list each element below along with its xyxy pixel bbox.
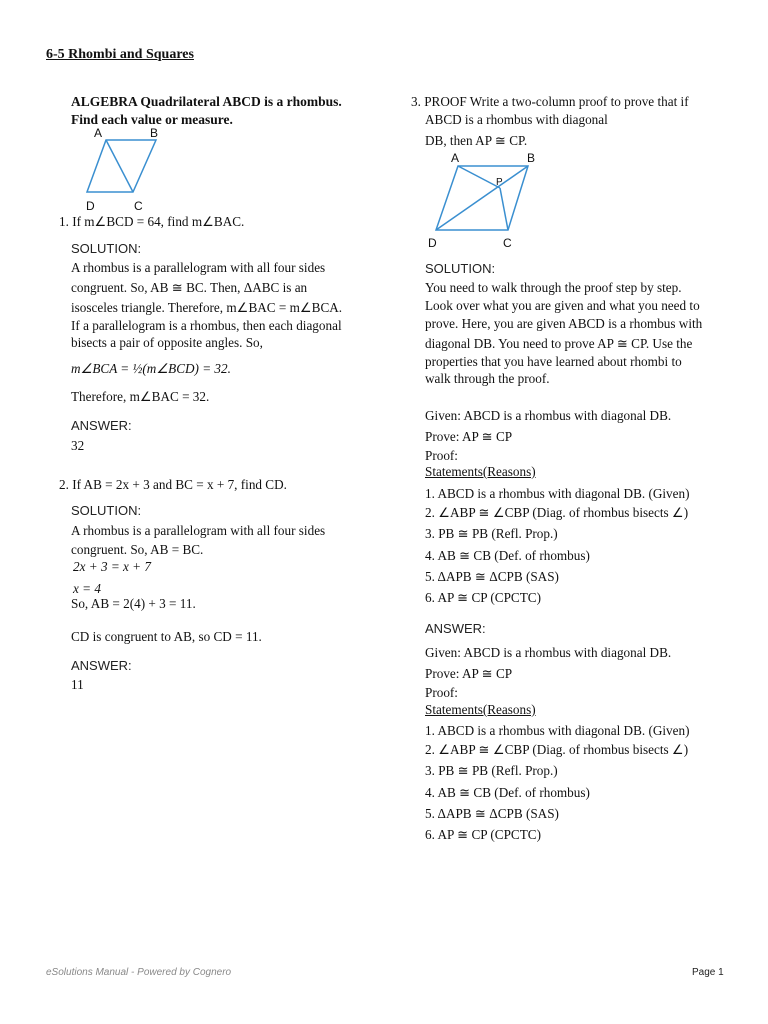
- answer-step-5: 5. ΔAPB ≅ ΔCPB (SAS): [425, 806, 559, 821]
- proof-step-5: 5. ΔAPB ≅ ΔCPB (SAS): [425, 569, 559, 584]
- p1-line-4: If a parallelogram is a rhombus, then each diagonal: [71, 318, 342, 333]
- answer-given: Given: ABCD is a rhombus with diagonal DB.: [425, 645, 672, 660]
- p3-sol-line-2: Look over what you are given and what you need to: [425, 298, 700, 313]
- answer-prove: Prove: AP ≅ CP: [425, 666, 513, 681]
- solution-label-2: SOLUTION:: [71, 503, 142, 518]
- p2-eq-2: x = 4: [73, 581, 101, 596]
- question-3-line-3: DB, then AP ≅ CP.: [425, 133, 528, 148]
- answer-step-6: 6. AP ≅ CP (CPCTC): [425, 827, 541, 842]
- p3-sol-line-6: walk through the proof.: [425, 371, 550, 386]
- vertex-label-d: D: [86, 199, 95, 213]
- p3-sol-line-3: prove. Here, you are given ABCD is a rhombus with: [425, 316, 703, 331]
- proof-step-3: 3. PB ≅ PB (Refl. Prop.): [425, 526, 558, 541]
- p3-sol-line-4: diagonal DB. You need to prove AP ≅ CP. Use the: [425, 336, 693, 351]
- vertex-label-b: B: [150, 126, 159, 140]
- p1-line-3: isosceles triangle. Therefore, m∠BAC = m∠BCA.: [71, 300, 343, 315]
- answer-step-1: 1. ABCD is a rhombus with diagonal DB. (Given): [425, 723, 690, 738]
- vertex-label-p: P: [496, 177, 503, 188]
- p2-line-2: congruent. So, AB = BC.: [71, 542, 204, 557]
- answer-step-2: 2. ∠ABP ≅ ∠CBP (Diag. of rhombus bisects ∠): [425, 742, 689, 757]
- answer-label-1: ANSWER:: [71, 418, 132, 433]
- p2-line-1: A rhombus is a parallelogram with all four sides: [71, 523, 326, 538]
- p3-sol-line-5: properties that you have learned about rhombi to: [425, 354, 682, 369]
- footer-credit: eSolutions Manual - Powered by Cognero: [46, 967, 232, 978]
- solution-label-1: SOLUTION:: [71, 241, 142, 256]
- intro-line-2: Find each value or measure.: [71, 112, 233, 127]
- answer-label-2: ANSWER:: [71, 658, 132, 673]
- vertex-label-c: C: [134, 199, 143, 213]
- p1-line-2: congruent. So, AB ≅ BC. Then, ΔABC is an: [71, 280, 308, 295]
- intro-line-1: ALGEBRA Quadrilateral ABCD is a rhombus.: [71, 94, 342, 109]
- proof-step-4: 4. AB ≅ CB (Def. of rhombus): [425, 548, 590, 563]
- solution-label-3: SOLUTION:: [425, 261, 496, 276]
- answer-1: 32: [71, 438, 85, 453]
- proof-step-6: 6. AP ≅ CP (CPCTC): [425, 590, 541, 605]
- p2-eq-4: CD is congruent to AB, so CD = 11.: [71, 629, 262, 644]
- answer-step-4: 4. AB ≅ CB (Def. of rhombus): [425, 785, 590, 800]
- vertex-label-c: C: [503, 236, 512, 250]
- vertex-label-d: D: [428, 236, 437, 250]
- p2-eq-1: 2x + 3 = x + 7: [73, 559, 151, 574]
- p1-line-1: A rhombus is a parallelogram with all four sides: [71, 260, 326, 275]
- answer-proof-label: Proof:: [425, 685, 458, 700]
- question-2: 2. If AB = 2x + 3 and BC = x + 7, find CD.: [59, 477, 287, 492]
- p2-eq-3: So, AB = 2(4) + 3 = 11.: [71, 596, 196, 611]
- answer-2: 11: [71, 677, 84, 692]
- rhombus-figure-2: [424, 148, 554, 252]
- answer-step-3: 3. PB ≅ PB (Refl. Prop.): [425, 763, 558, 778]
- question-1: 1. If m∠BCD = 64, find m∠BAC.: [59, 214, 245, 229]
- vertex-label-a: A: [94, 126, 103, 140]
- p3-sol-line-1: You need to walk through the proof step by step.: [425, 280, 682, 295]
- proof-label: Proof:: [425, 448, 458, 463]
- page-number: Page 1: [692, 967, 724, 978]
- p1-equation: m∠BCA = ½(m∠BCD) = 32.: [71, 361, 231, 376]
- page-title: 6-5 Rhombi and Squares: [46, 47, 194, 62]
- proof-prove: Prove: AP ≅ CP: [425, 429, 513, 444]
- answer-label-3: ANSWER:: [425, 621, 486, 636]
- p1-therefore: Therefore, m∠BAC = 32.: [71, 389, 210, 404]
- answer-statements-label: Statements(Reasons): [425, 702, 536, 717]
- p1-line-5: bisects a pair of opposite angles. So,: [71, 335, 263, 350]
- proof-step-2: 2. ∠ABP ≅ ∠CBP (Diag. of rhombus bisects ∠): [425, 505, 689, 520]
- vertex-label-b: B: [527, 151, 536, 165]
- rhombus-figure-1: [80, 126, 180, 214]
- proof-step-1: 1. ABCD is a rhombus with diagonal DB. (Given): [425, 486, 690, 501]
- proof-given: Given: ABCD is a rhombus with diagonal DB.: [425, 408, 672, 423]
- vertex-label-a: A: [451, 151, 460, 165]
- question-3-line-1: 3. PROOF Write a two-column proof to prove that if: [411, 94, 689, 109]
- statements-label: Statements(Reasons): [425, 464, 536, 479]
- question-3-line-2: ABCD is a rhombus with diagonal: [425, 112, 608, 127]
